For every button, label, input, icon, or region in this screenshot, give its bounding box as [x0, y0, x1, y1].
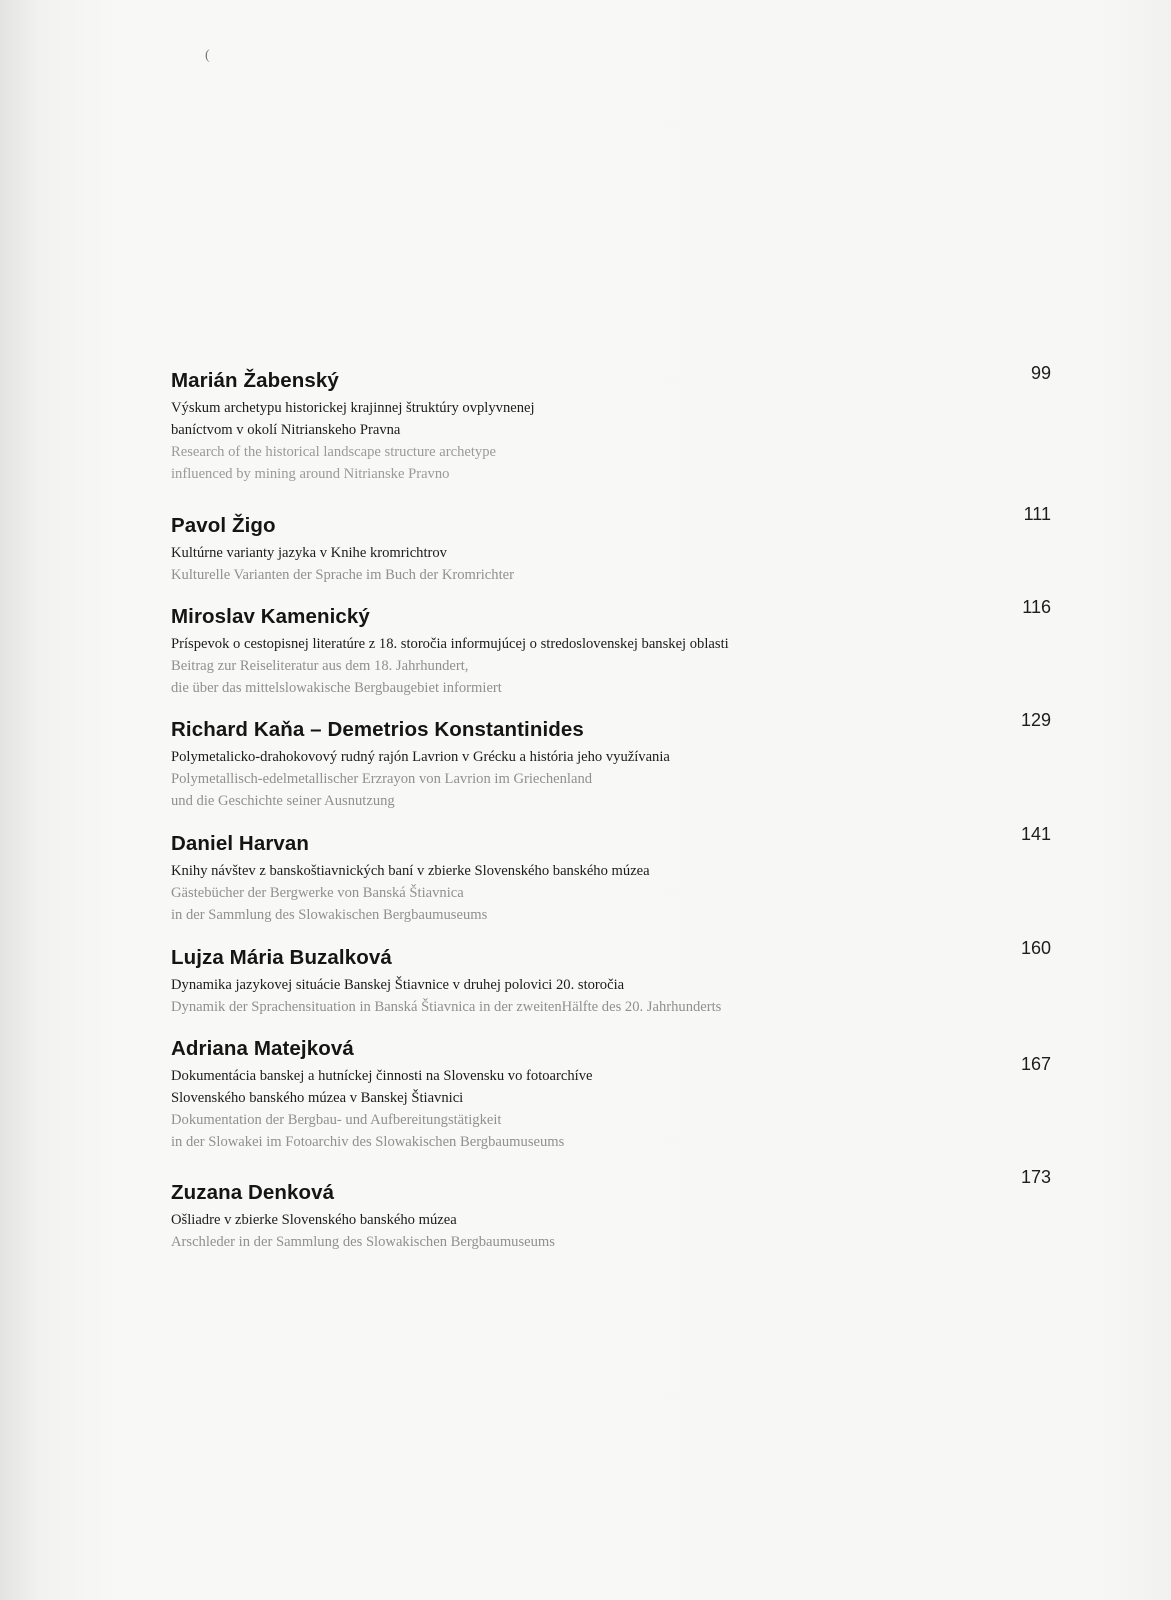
entry-page-number: 111	[1023, 504, 1051, 524]
entry-title-sk: Polymetalicko-drahokovový rudný rajón Lavrion v Grécku a história jeho využívania	[171, 749, 670, 765]
entry-title-foreign: Gästebücher der Bergwerke von Banská Štiavnica	[171, 885, 464, 901]
entry-title-sk: Dokumentácia banskej a hutníckej činnosti na Slovensku vo fotoarchíve	[171, 1068, 593, 1084]
entry-title-sk: Dynamika jazykovej situácie Banskej Štiavnice v druhej polovici 20. storočia	[171, 977, 625, 993]
entry-title-foreign: Dynamik der Sprachensituation in Banská Štiavnica in der zweitenHälfte des 20. Jahrhunderts	[171, 999, 722, 1015]
entry-title-sk: Slovenského banského múzea v Banskej Štiavnici	[171, 1090, 464, 1106]
entry-title-sk: Kultúrne varianty jazyka v Knihe kromrichtrov	[171, 545, 447, 561]
entry-author: Pavol Žigo	[171, 514, 276, 537]
entry-title-sk: Ošliadre v zbierke Slovenského banského múzea	[171, 1212, 457, 1228]
margin-mark: (	[205, 48, 210, 63]
entry-title-sk: Knihy návštev z banskoštiavnických baní v zbierke Slovenského banského múzea	[171, 863, 650, 879]
entry-page-number: 129	[1020, 710, 1051, 730]
entry-title-sk: Príspevok o cestopisnej literatúre z 18. storočia informujúcej o stredoslovenskej banskej oblasti	[171, 636, 729, 652]
toc-entry-matejkova	[171, 1036, 1051, 1153]
entry-page-number: 116	[1022, 597, 1051, 617]
entry-title-foreign: Polymetallisch-edelmetallischer Erzrayon von Lavrion im Griechenland	[171, 771, 593, 787]
entry-title-foreign: Research of the historical landscape structure archetype	[171, 444, 496, 460]
entry-title-foreign: in der Slowakei im Fotoarchiv des Slowakischen Bergbaumuseums	[171, 1134, 565, 1150]
entry-title-foreign: influenced by mining around Nitrianske Pravno	[171, 466, 450, 482]
entry-page-number: 167	[1020, 1054, 1051, 1074]
entry-title-foreign: Dokumentation der Bergbau- und Aufbereitungstätigkeit	[171, 1112, 502, 1128]
entry-author: Zuzana Denková	[171, 1181, 335, 1204]
entry-title-foreign: Arschleder in der Sammlung des Slowakischen Bergbaumuseums	[171, 1234, 555, 1250]
entry-title-foreign: und die Geschichte seiner Ausnutzung	[171, 793, 395, 809]
toc-entry-denkova	[171, 1167, 1051, 1253]
entry-title-foreign: Beitrag zur Reiseliteratur aus dem 18. Jahrhundert,	[171, 658, 469, 674]
entry-title-foreign: die über das mittelslowakische Bergbaugebiet informiert	[171, 680, 502, 696]
entry-author: Daniel Harvan	[171, 832, 310, 855]
toc-entry-kamenicky	[171, 597, 1051, 699]
entry-title-foreign: Kulturelle Varianten der Sprache im Buch der Kromrichter	[171, 567, 514, 583]
entry-title-foreign: in der Sammlung des Slowakischen Bergbaumuseums	[171, 907, 488, 923]
toc-entry-buzalkova	[171, 938, 1051, 1018]
toc-entry-zigo	[171, 504, 1051, 586]
entry-author: Adriana Matejková	[171, 1037, 354, 1060]
entry-author: Marián Žabenský	[171, 369, 339, 392]
entry-page-number: 160	[1020, 938, 1051, 958]
entry-page-number: 141	[1020, 824, 1051, 844]
entry-page-number: 173	[1020, 1167, 1051, 1187]
entry-title-sk: baníctvom v okolí Nitrianskeho Pravna	[171, 422, 401, 438]
entry-title-sk: Výskum archetypu historickej krajinnej štruktúry ovplyvnenej	[171, 400, 535, 416]
entry-page-number: 99	[1030, 363, 1051, 383]
toc-entry-harvan	[171, 824, 1051, 926]
toc-entry-zabensky	[171, 363, 1051, 485]
entry-author: Miroslav Kamenický	[171, 605, 370, 628]
entry-author: Lujza Mária Buzalková	[171, 946, 392, 969]
entry-author: Richard Kaňa – Demetrios Konstantinides	[171, 718, 584, 741]
toc-entry-kana-konstantinides	[171, 710, 1051, 812]
